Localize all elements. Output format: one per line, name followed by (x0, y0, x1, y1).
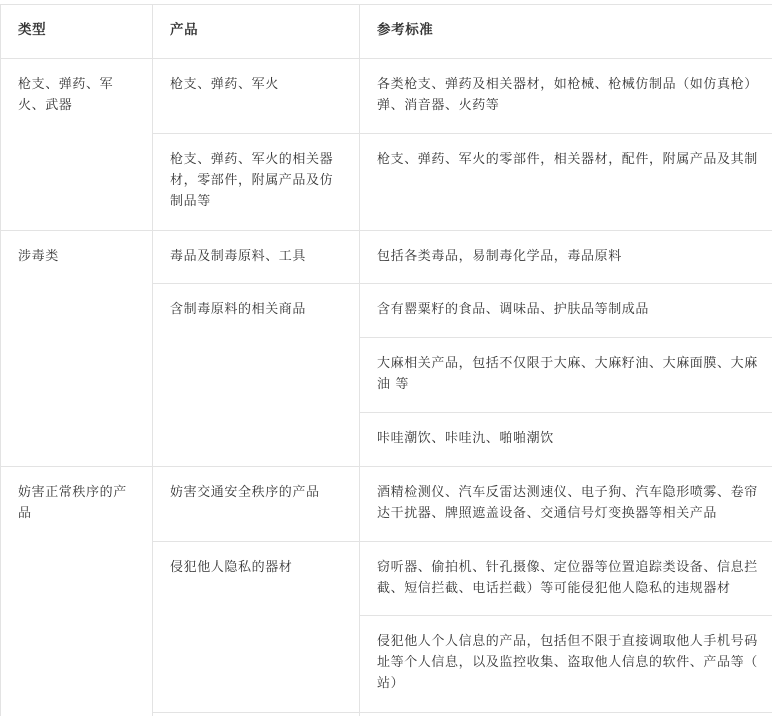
table-border-top (0, 4, 772, 5)
category-cell: 枪支、弹药、军 火、武器 (18, 77, 114, 113)
product-cell: 枪支、弹药、军火 (170, 77, 279, 92)
row-divider (359, 337, 772, 338)
standard-cell: 咔哇潮饮、咔哇氿、啪啪潮饮 (377, 431, 554, 446)
row-divider (152, 541, 772, 542)
standard-cell: 窃听器、偷拍机、针孔摄像、定位器等位置追踪类设备、信息拦 截、短信拦截、电话拦截）等可能侵犯他人隐私的违规器材 (377, 560, 758, 596)
standard-cell: 侵犯他人个人信息的产品，包括但不限于直接调取他人手机号码 址等个人信息，以及监控收集、盗取他人信息的软件、产品等（ 站） (377, 634, 758, 691)
row-divider (0, 466, 772, 467)
product-cell: 妨害交通安全秩序的产品 (170, 485, 320, 500)
table-border-left (0, 4, 1, 716)
standard-cell: 含有罂粟籽的食品、调味品、护肤品等制成品 (377, 302, 650, 317)
product-cell: 含制毒原料的相关商品 (170, 302, 307, 317)
standard-cell: 各类枪支、弹药及相关器材，如枪械、枪械仿制品（如仿真枪） 弹、消音器、火药等 (377, 77, 758, 113)
product-cell: 枪支、弹药、军火的相关器 材，零部件，附属产品及仿 制品等 (170, 152, 334, 209)
row-divider (359, 615, 772, 616)
category-cell: 妨害正常秩序的产 品 (18, 485, 127, 521)
column-divider (359, 4, 360, 716)
row-divider (359, 412, 772, 413)
header-type: 类型 (18, 22, 47, 38)
row-divider (152, 283, 772, 284)
standard-cell: 包括各类毒品，易制毒化学品，毒品原料 (377, 249, 622, 264)
standard-cell: 酒精检测仪、汽车反雷达测速仪、电子狗、汽车隐形喷雾、卷帘 达干扰器、牌照遮盖设备、交通信号灯变换器等相关产品 (377, 485, 758, 521)
row-divider (152, 133, 772, 134)
standard-cell: 枪支、弹药、军火的零部件，相关器材，配件，附属产品及其制 (377, 152, 758, 167)
standard-cell: 大麻相关产品，包括不仅限于大麻、大麻籽油、大麻面膜、大麻 油 等 (377, 356, 758, 392)
row-divider (0, 230, 772, 231)
header-divider (0, 58, 772, 59)
column-divider (152, 4, 153, 716)
header-product: 产品 (170, 22, 199, 38)
product-cell: 侵犯他人隐私的器材 (170, 560, 293, 575)
header-standard: 参考标准 (377, 22, 434, 38)
product-cell: 毒品及制毒原料、工具 (170, 249, 307, 264)
category-cell: 涉毒类 (18, 249, 59, 264)
row-divider (152, 712, 772, 713)
